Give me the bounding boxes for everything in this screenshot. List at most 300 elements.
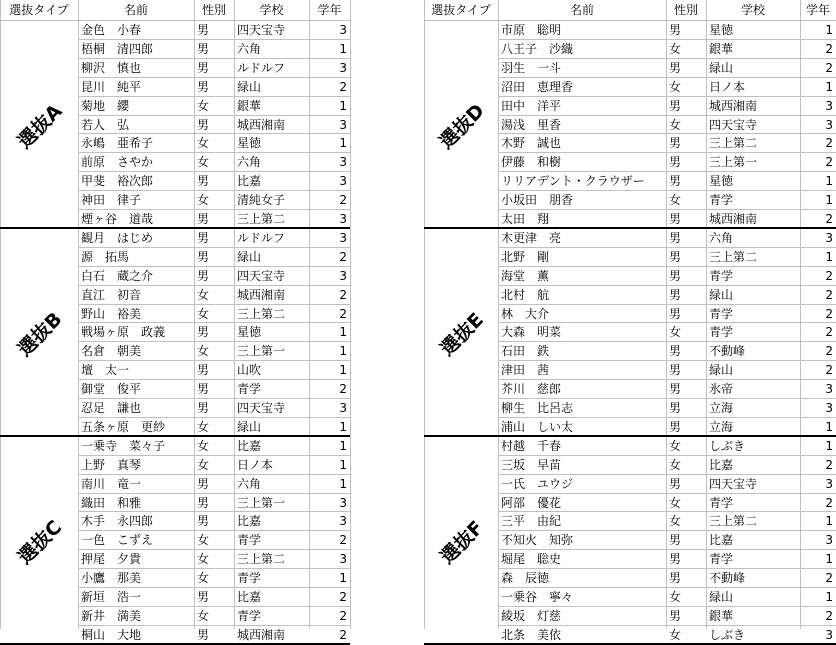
cell-grade: 3 (339, 230, 347, 245)
row-border (498, 398, 836, 399)
group-label: 選抜B (13, 308, 67, 361)
cell-gender: 女 (197, 155, 210, 170)
cell-school: 日ノ本 (709, 79, 746, 94)
cell-name: 北条 美依 (501, 627, 562, 642)
cell-school: 青学 (237, 571, 262, 586)
cell-name: 林 大介 (501, 306, 550, 321)
cell-name: 村越 千春 (501, 438, 562, 453)
cell-school: 四天宝寺 (237, 268, 286, 283)
cell-school: 青学 (237, 608, 262, 623)
cell-name: 浦山 しい太 (501, 419, 574, 434)
cell-grade: 3 (339, 212, 347, 226)
cell-name: 綾坂 灯慈 (501, 608, 562, 623)
cell-name: 森 辰徳 (501, 571, 550, 586)
cell-school: 六角 (237, 155, 262, 170)
cell-school: 三上第二 (709, 514, 758, 529)
column-border (424, 0, 425, 629)
cell-grade: 1 (825, 174, 833, 189)
cell-name: リリアデント・クラウザー (501, 174, 645, 189)
cell-school: 城西湘南 (237, 627, 286, 642)
cell-gender: 男 (669, 136, 682, 151)
cell-school: 青学 (237, 533, 262, 548)
cell-name: 若人 弘 (81, 117, 130, 132)
row-border (78, 511, 350, 512)
cell-grade: 2 (825, 608, 833, 623)
cell-grade: 3 (339, 268, 347, 283)
row-border (78, 455, 350, 456)
cell-name: 名倉 朝美 (81, 344, 142, 359)
cell-grade: 1 (825, 249, 833, 264)
cell-gender: 女 (197, 306, 210, 321)
cell-school: 青学 (709, 325, 734, 340)
cell-name: 上野 真琴 (81, 457, 142, 472)
cell-grade: 2 (339, 627, 347, 642)
cell-gender: 女 (669, 438, 682, 453)
cell-name: 新垣 浩一 (81, 590, 142, 604)
cell-gender: 男 (669, 212, 682, 226)
cell-school: 四天宝寺 (709, 117, 758, 132)
group-border (0, 643, 350, 645)
cell-grade: 3 (339, 60, 347, 75)
cell-name: 三平 由紀 (501, 514, 562, 529)
cell-school: 銀華 (709, 41, 734, 56)
cell-school: 城西湘南 (237, 117, 286, 132)
cell-name: 一乗寺 菜々子 (81, 438, 166, 453)
cell-grade: 1 (339, 344, 347, 359)
row-border (498, 549, 836, 550)
header-name: 名前 (569, 3, 594, 17)
cell-school: 緑山 (709, 60, 734, 75)
cell-name: 南川 竜一 (81, 476, 142, 491)
row-border (498, 209, 836, 210)
cell-gender: 女 (197, 193, 210, 208)
cell-grade: 1 (339, 325, 347, 340)
row-border (78, 549, 350, 550)
cell-school: 青学 (709, 495, 734, 510)
cell-gender: 女 (669, 627, 682, 642)
cell-grade: 2 (825, 41, 833, 56)
cell-name: 新井 満美 (81, 608, 142, 623)
cell-name: 神田 律子 (81, 193, 142, 208)
cell-name: 三坂 早苗 (501, 457, 562, 472)
cell-grade: 2 (825, 495, 833, 510)
cell-grade: 3 (825, 627, 833, 642)
cell-school: 城西湘南 (709, 212, 758, 226)
group-label: 選抜F (436, 516, 488, 569)
cell-school: 六角 (237, 476, 262, 491)
cell-school: 不動峰 (709, 344, 746, 359)
cell-grade: 3 (825, 401, 833, 415)
cell-gender: 女 (197, 287, 210, 302)
cell-gender: 女 (197, 438, 210, 453)
cell-school: 銀華 (709, 608, 734, 623)
cell-gender: 男 (197, 23, 210, 37)
cell-gender: 女 (197, 571, 210, 586)
cell-name: 忍足 謙也 (81, 401, 142, 415)
group-label: 選抜A (13, 100, 67, 153)
cell-grade: 2 (825, 363, 833, 378)
cell-grade: 1 (825, 193, 833, 208)
cell-grade: 3 (339, 117, 347, 132)
cell-school: 銀華 (237, 98, 262, 113)
cell-name: 石田 鉄 (501, 344, 550, 359)
cell-gender: 男 (669, 571, 682, 586)
row-border (498, 304, 836, 305)
column-border (309, 0, 310, 629)
row-border (78, 152, 350, 153)
cell-school: 立海 (709, 401, 734, 415)
cell-grade: 1 (825, 419, 833, 434)
cell-gender: 男 (197, 476, 210, 491)
cell-name: 一色 こずえ (81, 533, 154, 548)
cell-school: 青学 (709, 268, 734, 283)
group-label: 選抜C (13, 516, 67, 569)
cell-school: 緑山 (237, 79, 262, 94)
cell-name: 昆川 純平 (81, 79, 142, 94)
group-label: 選抜E (436, 308, 488, 361)
cell-school: 城西湘南 (237, 287, 286, 302)
row-border (498, 322, 836, 323)
cell-gender: 女 (669, 325, 682, 340)
cell-gender: 女 (669, 495, 682, 510)
cell-name: 太田 翔 (501, 212, 550, 226)
row-border (498, 493, 836, 494)
column-border (706, 0, 707, 629)
cell-grade: 1 (339, 476, 347, 491)
cell-gender: 男 (197, 41, 210, 56)
cell-gender: 男 (197, 117, 210, 132)
cell-gender: 男 (197, 325, 210, 340)
cell-school: 青学 (237, 382, 262, 397)
cell-name: 前原 さやか (81, 155, 154, 170)
row-border (78, 285, 350, 286)
cell-name: 市原 聡明 (501, 23, 562, 37)
cell-gender: 女 (669, 590, 682, 604)
column-border (0, 0, 1, 629)
cell-grade: 2 (825, 212, 833, 226)
row-border (498, 625, 836, 626)
cell-grade: 2 (825, 344, 833, 359)
cell-gender: 女 (669, 514, 682, 529)
cell-grade: 3 (339, 174, 347, 189)
cell-grade: 1 (825, 552, 833, 567)
cell-grade: 3 (339, 23, 347, 37)
cell-gender: 男 (669, 401, 682, 415)
cell-grade: 1 (339, 98, 347, 113)
cell-school: 山吹 (237, 363, 262, 378)
cell-name: 桐山 大地 (81, 627, 142, 642)
cell-grade: 3 (339, 495, 347, 510)
cell-school: 青学 (709, 552, 734, 567)
cell-school: 緑山 (237, 419, 262, 434)
cell-grade: 1 (825, 590, 833, 604)
cell-name: 直江 初音 (81, 287, 142, 302)
cell-school: 緑山 (237, 249, 262, 264)
row-border (78, 39, 350, 40)
cell-school: 星徳 (709, 23, 734, 37)
cell-name: 御堂 俊平 (81, 382, 142, 397)
cell-grade: 3 (339, 552, 347, 567)
row-border (78, 379, 350, 380)
cell-grade: 1 (339, 41, 347, 56)
cell-gender: 男 (197, 627, 210, 642)
cell-gender: 男 (669, 23, 682, 37)
cell-name: 梧桐 清四郎 (81, 41, 154, 56)
row-border (498, 247, 836, 248)
cell-name: 木手 永四郎 (81, 514, 154, 529)
cell-name: 五条ヶ原 更紗 (81, 419, 166, 434)
cell-name: 北野 剛 (501, 249, 550, 264)
row-border (498, 568, 836, 569)
cell-gender: 男 (197, 514, 210, 529)
cell-grade: 1 (339, 438, 347, 453)
row-border (498, 587, 836, 588)
header-type: 選抜タイプ (431, 3, 491, 17)
cell-name: 阿部 優花 (501, 495, 562, 510)
cell-grade: 2 (339, 79, 347, 94)
cell-gender: 男 (197, 363, 210, 378)
row-border (498, 360, 836, 361)
header-type: 選抜タイプ (9, 3, 69, 17)
row-border (498, 133, 836, 134)
row-border (78, 77, 350, 78)
cell-school: 三上第二 (709, 136, 758, 151)
cell-name: 北村 航 (501, 287, 550, 302)
cell-name: 一氏 ユウジ (501, 476, 574, 491)
cell-school: 三上第二 (709, 249, 758, 264)
row-border (498, 455, 836, 456)
cell-school: 三上第二 (237, 212, 286, 226)
cell-school: 三上第二 (237, 306, 286, 321)
row-border (78, 587, 350, 588)
cell-name: 芥川 慈郎 (501, 382, 562, 397)
cell-name: 観月 はじめ (81, 230, 154, 245)
column-border (800, 0, 801, 629)
row-border (78, 304, 350, 305)
cell-grade: 2 (339, 533, 347, 548)
cell-gender: 男 (197, 174, 210, 189)
cell-grade: 3 (825, 382, 833, 397)
row-border (498, 606, 836, 607)
cell-gender: 男 (197, 79, 210, 94)
row-border (498, 58, 836, 59)
cell-gender: 男 (669, 419, 682, 434)
cell-gender: 女 (669, 79, 682, 94)
cell-gender: 男 (669, 155, 682, 170)
cell-gender: 男 (197, 249, 210, 264)
cell-name: 不知火 知弥 (501, 533, 574, 548)
cell-grade: 3 (339, 401, 347, 415)
cell-name: 伊藤 和樹 (501, 155, 562, 170)
cell-name: 甲斐 裕次郎 (81, 174, 154, 189)
cell-grade: 3 (825, 117, 833, 132)
cell-gender: 男 (669, 344, 682, 359)
cell-name: 小坂田 朋香 (501, 193, 574, 208)
cell-gender: 男 (669, 174, 682, 189)
cell-school: 日ノ本 (237, 457, 274, 472)
row-border (498, 474, 836, 475)
cell-grade: 1 (339, 571, 347, 586)
row-border (78, 474, 350, 475)
row-border (78, 341, 350, 342)
cell-grade: 2 (825, 571, 833, 586)
cell-gender: 男 (669, 98, 682, 113)
cell-name: 押尾 夕貴 (81, 552, 142, 567)
cell-gender: 男 (669, 306, 682, 321)
cell-name: 源 拓馬 (81, 249, 130, 264)
cell-grade: 2 (825, 325, 833, 340)
cell-school: 三上第一 (237, 495, 286, 510)
cell-grade: 2 (825, 268, 833, 283)
cell-grade: 2 (825, 60, 833, 75)
cell-name: 柳沢 慎也 (81, 60, 142, 75)
cell-school: 緑山 (709, 590, 734, 604)
cell-grade: 1 (825, 23, 833, 37)
cell-gender: 女 (669, 457, 682, 472)
group-border (424, 643, 836, 645)
cell-name: 木更津 亮 (501, 230, 562, 245)
header-gender: 性別 (201, 3, 226, 17)
cell-school: 緑山 (709, 287, 734, 302)
cell-name: 白石 蔵之介 (81, 268, 154, 283)
cell-gender: 男 (669, 476, 682, 491)
cell-school: 比嘉 (709, 457, 734, 472)
cell-gender: 男 (669, 608, 682, 623)
cell-grade: 2 (825, 457, 833, 472)
row-border (78, 133, 350, 134)
cell-grade: 2 (825, 136, 833, 151)
cell-name: 大森 明菜 (501, 325, 562, 340)
row-border (498, 511, 836, 512)
column-border (350, 0, 351, 629)
row-border (78, 266, 350, 267)
cell-school: 三上第二 (237, 552, 286, 567)
row-border (498, 417, 836, 418)
cell-name: 煙ヶ谷 道哉 (81, 212, 154, 226)
cell-name: 永嶋 亜希子 (81, 136, 154, 151)
cell-grade: 2 (825, 155, 833, 170)
cell-school: 氷帝 (709, 382, 734, 397)
cell-gender: 男 (197, 382, 210, 397)
cell-gender: 男 (669, 287, 682, 302)
cell-grade: 3 (339, 155, 347, 170)
cell-gender: 男 (669, 533, 682, 548)
cell-school: 不動峰 (709, 571, 746, 586)
row-border (78, 322, 350, 323)
cell-grade: 3 (825, 476, 833, 491)
cell-school: ルドルフ (237, 230, 286, 245)
row-border (78, 190, 350, 191)
cell-gender: 男 (669, 230, 682, 245)
row-border (78, 568, 350, 569)
cell-grade: 2 (339, 249, 347, 264)
cell-gender: 女 (197, 457, 210, 472)
row-border (498, 96, 836, 97)
cell-school: 立海 (709, 419, 734, 434)
cell-name: 壇 太一 (81, 363, 130, 378)
row-border (498, 379, 836, 380)
cell-school: 青学 (709, 306, 734, 321)
row-border (498, 77, 836, 78)
cell-name: 菊地 纓 (81, 98, 130, 113)
row-border (78, 247, 350, 248)
cell-school: 六角 (709, 230, 734, 245)
cell-gender: 男 (669, 382, 682, 397)
column-border (666, 0, 667, 629)
row-border (498, 115, 836, 116)
row-border (78, 115, 350, 116)
cell-gender: 女 (197, 533, 210, 548)
cell-gender: 男 (197, 212, 210, 226)
cell-name: 津田 茜 (501, 363, 550, 378)
cell-grade: 2 (339, 382, 347, 397)
cell-grade: 2 (339, 306, 347, 321)
row-border (78, 530, 350, 531)
row-border (78, 493, 350, 494)
row-border (78, 58, 350, 59)
row-border (498, 171, 836, 172)
cell-gender: 男 (669, 363, 682, 378)
cell-grade: 2 (339, 590, 347, 604)
cell-gender: 男 (197, 230, 210, 245)
cell-gender: 男 (669, 249, 682, 264)
cell-name: 野山 裕美 (81, 306, 142, 321)
cell-grade: 2 (825, 306, 833, 321)
cell-grade: 1 (339, 457, 347, 472)
cell-gender: 男 (669, 60, 682, 75)
header-school: 学校 (259, 3, 284, 17)
cell-gender: 女 (669, 41, 682, 56)
row-border (78, 625, 350, 626)
header-name: 名前 (123, 3, 148, 17)
header-school: 学校 (740, 3, 765, 17)
cell-school: 星徳 (709, 174, 734, 189)
cell-grade: 2 (339, 287, 347, 302)
cell-school: 三上第一 (237, 344, 286, 359)
cell-school: しぶき (709, 438, 746, 453)
header-gender: 性別 (673, 3, 698, 17)
cell-grade: 3 (825, 98, 833, 113)
row-border (498, 190, 836, 191)
cell-name: 戦場ヶ原 政義 (81, 325, 166, 340)
cell-school: 四天宝寺 (237, 401, 286, 415)
row-border (498, 152, 836, 153)
cell-gender: 女 (197, 608, 210, 623)
cell-grade: 1 (825, 514, 833, 529)
cell-grade: 3 (825, 230, 833, 245)
cell-grade: 1 (825, 79, 833, 94)
row-border (78, 360, 350, 361)
cell-name: 海堂 薫 (501, 268, 550, 283)
cell-grade: 3 (339, 514, 347, 529)
cell-name: 柳生 比呂志 (501, 401, 574, 415)
cell-school: 比嘉 (237, 590, 262, 604)
cell-gender: 女 (197, 552, 210, 567)
cell-school: 六角 (237, 41, 262, 56)
cell-gender: 男 (197, 60, 210, 75)
row-border (498, 530, 836, 531)
cell-grade: 2 (339, 193, 347, 208)
cell-school: 清純女子 (237, 193, 286, 208)
cell-school: 比嘉 (709, 533, 734, 548)
header-grade: 学年 (317, 3, 342, 17)
cell-name: 木野 誠也 (501, 136, 562, 151)
cell-grade: 1 (339, 363, 347, 378)
cell-gender: 男 (197, 268, 210, 283)
cell-gender: 女 (197, 136, 210, 151)
cell-gender: 女 (197, 98, 210, 113)
row-border (498, 341, 836, 342)
